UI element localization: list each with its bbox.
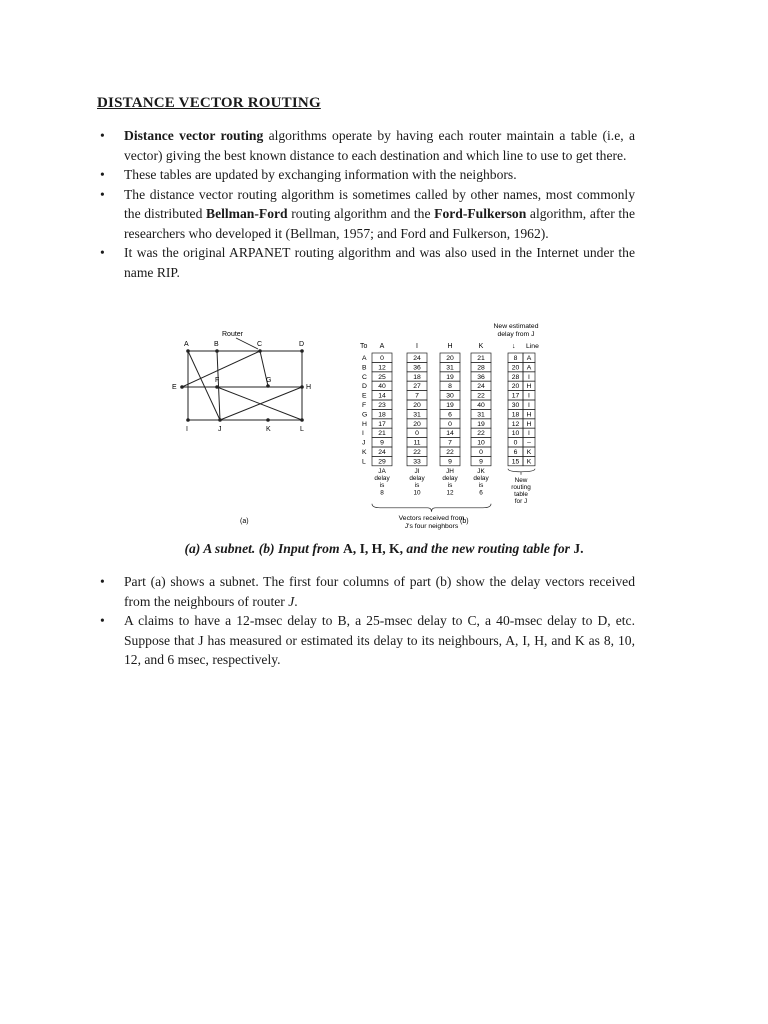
new-line-value: A xyxy=(526,364,532,372)
cell-value: 22 xyxy=(477,392,485,400)
cell-value: 19 xyxy=(477,420,485,428)
subnet-node-g xyxy=(266,384,270,388)
cell-value: 0 xyxy=(415,430,419,438)
new-delay-value: 10 xyxy=(511,430,520,438)
node-label: K xyxy=(266,426,271,433)
cell-value: 14 xyxy=(378,392,386,400)
bullet-icon: • xyxy=(100,245,105,260)
node-label: L xyxy=(300,426,304,433)
cell-value: 23 xyxy=(378,402,386,409)
cell-value: 7 xyxy=(415,392,419,400)
caption-part: and the new routing table for xyxy=(403,541,574,556)
cell-value: 36 xyxy=(477,373,485,381)
link-a-j xyxy=(188,351,220,420)
cell-value: 25 xyxy=(378,373,386,381)
new-table-brace xyxy=(508,469,535,475)
cell-value: 12 xyxy=(378,364,386,372)
cell-value: 21 xyxy=(378,430,386,438)
bullet-item xyxy=(97,165,635,185)
cell-value: 19 xyxy=(446,402,454,409)
vectors-brace xyxy=(372,504,491,512)
new-line-value: H xyxy=(526,383,532,391)
new-table-header: New estimated xyxy=(493,323,539,330)
cell-value: 0 xyxy=(448,420,452,428)
column-header: I xyxy=(416,343,418,350)
new-line-value: K xyxy=(526,458,532,466)
part-a-label: (a) xyxy=(240,518,249,525)
new-line-value: I xyxy=(528,402,530,409)
subnet-node-h xyxy=(300,385,304,389)
cell-value: 24 xyxy=(477,383,485,391)
bullet-item xyxy=(97,185,635,244)
cell-value: 40 xyxy=(477,402,485,409)
node-label: H xyxy=(306,384,312,391)
column-footer: 10 xyxy=(413,489,421,497)
router-label: Router xyxy=(222,331,244,338)
destination-label: K xyxy=(362,449,367,456)
new-table-footer: New xyxy=(514,476,528,484)
destination-label: E xyxy=(362,392,367,400)
node-label: G xyxy=(266,377,272,384)
new-line-value: – xyxy=(527,439,531,447)
bullet-item xyxy=(97,126,635,165)
new-line-value: H xyxy=(526,411,532,419)
bullet-icon: • xyxy=(100,128,105,143)
column-footer: is xyxy=(447,482,453,490)
column-footer: delay xyxy=(409,475,425,482)
caption-part: J. xyxy=(573,541,584,556)
column-footer: delay xyxy=(442,475,458,482)
column-footer: 12 xyxy=(446,489,454,497)
new-line-value: I xyxy=(528,430,530,438)
new-delay-value: 12 xyxy=(511,420,520,428)
caption-part: (a) A subnet. (b) Input from xyxy=(184,541,343,556)
new-line-value: A xyxy=(526,355,532,362)
bullet-icon: • xyxy=(100,613,105,628)
cell-value: 36 xyxy=(413,364,421,372)
new-delay-value: 18 xyxy=(511,411,520,419)
node-label: C xyxy=(257,341,263,348)
destination-label: I xyxy=(362,430,364,438)
cell-value: 27 xyxy=(413,383,421,391)
cell-value: 10 xyxy=(477,439,485,447)
new-delay-value: 0 xyxy=(513,439,518,447)
new-line-value: K xyxy=(526,449,532,456)
column-footer: is xyxy=(478,482,484,490)
new-delay-value: 20 xyxy=(511,383,520,391)
cell-value: 20 xyxy=(413,402,421,409)
new-delay-value: 28 xyxy=(511,373,520,381)
node-label: E xyxy=(172,384,177,391)
subnet-node-d xyxy=(300,349,304,353)
cell-value: 0 xyxy=(479,449,483,456)
cell-value: 22 xyxy=(477,430,485,438)
cell-value: 9 xyxy=(479,458,483,466)
cell-value: 22 xyxy=(446,449,454,456)
brace-label: Vectors received from xyxy=(398,514,465,522)
new-table-header: delay from J xyxy=(497,331,535,338)
subnet-node-f xyxy=(215,385,219,389)
cell-value: 31 xyxy=(477,411,485,419)
column-footer: JH xyxy=(446,467,454,475)
subnet-node-a xyxy=(186,349,190,353)
bullet-text: It was the original ARPANET routing algorithm and was also used in the Internet under the name RIP. xyxy=(124,245,635,280)
cell-value: 19 xyxy=(446,373,454,381)
part-b-label: (b) xyxy=(460,518,469,525)
cell-value: 24 xyxy=(413,355,421,362)
new-line-value: I xyxy=(528,373,530,381)
node-label: D xyxy=(299,341,305,348)
to-header: To xyxy=(360,343,368,350)
new-line-value: I xyxy=(528,392,530,400)
cell-value: 8 xyxy=(448,383,452,391)
column-footer: delay xyxy=(374,475,390,482)
subnet-node-c xyxy=(258,349,262,353)
column-footer: is xyxy=(414,482,420,490)
cell-value: 33 xyxy=(413,458,421,466)
subnet-node-l xyxy=(300,418,304,422)
cell-value: 40 xyxy=(378,383,386,391)
subnet-node-j xyxy=(218,418,222,422)
page-title: DISTANCE VECTOR ROUTING xyxy=(97,95,321,111)
cell-value: 31 xyxy=(446,364,454,372)
node-label: F xyxy=(215,377,220,384)
column-header: H xyxy=(447,343,453,350)
destination-label: B xyxy=(362,364,367,372)
column-footer: 6 xyxy=(479,489,483,497)
bullet-text: algorithms operate by having each router maintain a table (i.e, a vector) giving the best known distance to each destination and which line to use to get there. xyxy=(124,128,635,163)
down-arrow-icon: ↓ xyxy=(512,343,516,350)
new-delay-value: 17 xyxy=(511,392,520,400)
cell-value: 9 xyxy=(380,439,384,447)
column-footer: JI xyxy=(414,467,420,475)
bullet-list-top xyxy=(97,126,635,282)
bullet-icon: • xyxy=(100,167,105,182)
router-pointer xyxy=(236,338,258,349)
destination-label: C xyxy=(362,373,367,381)
bullet-item xyxy=(97,572,635,611)
cell-value: 29 xyxy=(378,458,386,466)
new-delay-value: 15 xyxy=(511,458,520,466)
routing-figure xyxy=(160,320,570,537)
cell-value: 14 xyxy=(446,430,454,438)
bullet-icon: • xyxy=(100,574,105,589)
new-table-footer: for J xyxy=(514,497,528,505)
bullet-item xyxy=(97,611,635,670)
destination-label: D xyxy=(362,383,367,391)
bullet-list-bottom xyxy=(97,572,635,670)
bullet-text: . xyxy=(294,593,298,609)
cell-value: 20 xyxy=(446,355,454,362)
cell-value: 9 xyxy=(448,458,452,466)
bullet-text: A claims to have a 12-msec delay to B, a 25-msec delay to C, a 40-msec delay to D, etc. Suppose that J has measured or estimated its delay to its neighbours, A, I, H, and K as 8, 10, 12, and 6 msec, respectively. xyxy=(124,613,635,667)
brace-label: J's four neighbors xyxy=(404,522,459,530)
caption-part: A, I, H, K, xyxy=(342,541,403,556)
column-footer: JK xyxy=(477,467,485,475)
routing-figure-svg xyxy=(160,320,570,532)
bullet-bold: Bellman-Ford xyxy=(206,206,288,221)
cell-value: 7 xyxy=(448,439,452,447)
figure-caption xyxy=(0,541,768,557)
column-footer: is xyxy=(379,482,385,490)
cell-value: 30 xyxy=(446,392,454,400)
cell-value: 20 xyxy=(413,420,421,428)
cell-value: 18 xyxy=(413,373,421,381)
bullet-italic: J xyxy=(288,593,295,609)
new-delay-value: 20 xyxy=(511,364,520,372)
cell-value: 28 xyxy=(477,364,485,372)
bullet-bold: Ford-Fulkerson xyxy=(434,206,527,221)
new-delay-value: 8 xyxy=(513,355,518,362)
bullet-text: routing algorithm and the xyxy=(287,206,435,221)
column-header: A xyxy=(379,343,385,350)
cell-value: 18 xyxy=(378,411,386,419)
cell-value: 17 xyxy=(378,420,386,428)
column-footer: delay xyxy=(473,475,489,482)
node-label: A xyxy=(184,341,189,348)
cell-value: 0 xyxy=(380,355,384,362)
cell-value: 11 xyxy=(413,439,421,447)
destination-label: L xyxy=(362,458,366,466)
new-table-footer: routing xyxy=(511,483,531,491)
cell-value: 21 xyxy=(477,355,485,362)
new-line-value: H xyxy=(526,420,532,428)
bullet-item xyxy=(97,243,635,282)
bullet-text: These tables are updated by exchanging information with the neighbors. xyxy=(124,167,517,182)
destination-label: G xyxy=(362,411,368,419)
new-delay-value: 30 xyxy=(511,402,520,409)
line-header: Line xyxy=(526,343,539,350)
subnet-node-i xyxy=(186,418,190,422)
destination-label: J xyxy=(362,439,366,447)
cell-value: 22 xyxy=(413,449,421,456)
bullet-bold: Distance vector routing xyxy=(124,128,264,143)
node-label: J xyxy=(218,426,222,433)
subnet-node-k xyxy=(266,418,270,422)
column-header: K xyxy=(478,343,484,350)
destination-label: A xyxy=(362,355,367,362)
link-c-e xyxy=(182,351,260,387)
cell-value: 24 xyxy=(378,449,386,456)
bullet-text: algorithm, after the researchers who developed it (Bellman, 1957; and Ford and Fulkerson, 1962). xyxy=(124,206,635,241)
destination-label: F xyxy=(362,402,367,409)
column-footer: JA xyxy=(378,467,386,475)
subnet-node-b xyxy=(215,349,219,353)
cell-value: 6 xyxy=(448,411,452,419)
bullet-text: Part (a) shows a subnet. The first four columns of part (b) show the delay vectors received from the neighbours of router xyxy=(124,574,635,609)
subnet-diagram xyxy=(182,351,302,420)
column-footer: 8 xyxy=(380,489,384,497)
new-delay-value: 6 xyxy=(513,449,518,456)
cell-value: 31 xyxy=(413,411,421,419)
destination-label: H xyxy=(362,420,367,428)
bullet-icon: • xyxy=(100,186,105,202)
node-label: I xyxy=(186,426,188,433)
bullet-text: The distance vector routing algorithm is sometimes called by other names, most commonly the distributed xyxy=(124,186,635,221)
node-label: B xyxy=(214,341,219,348)
subnet-node-e xyxy=(180,385,184,389)
new-table-footer: table xyxy=(514,490,528,498)
